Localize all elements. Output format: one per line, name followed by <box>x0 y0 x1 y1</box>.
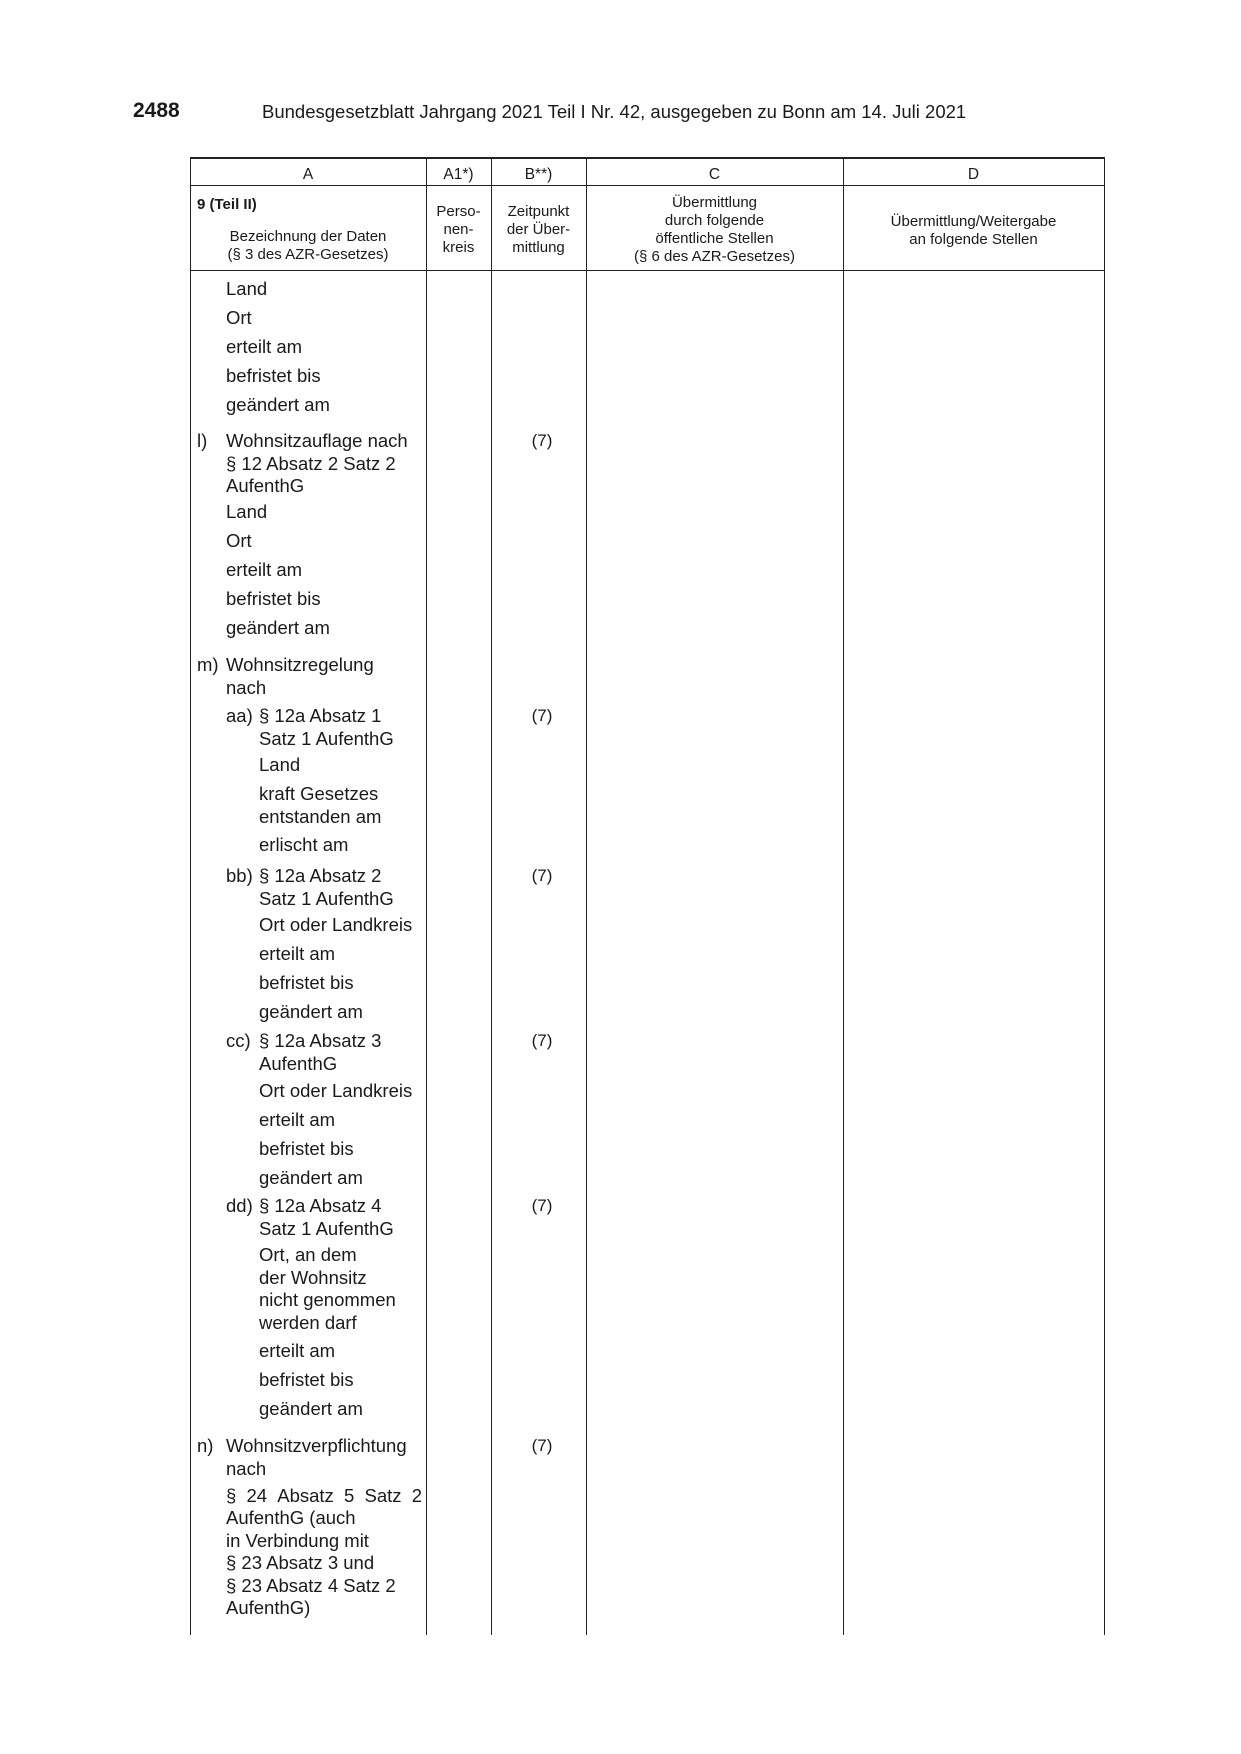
col-b-header-line: der Über- <box>506 221 571 238</box>
word: 5 <box>344 1485 355 1506</box>
list-item-line: entstanden am <box>259 805 382 827</box>
table-rule <box>491 157 492 1635</box>
subitem-title-line: Satz 1 AufenthG <box>259 1217 394 1239</box>
word: 2 <box>411 1485 422 1506</box>
item-marker: l) <box>197 430 208 451</box>
col-a1-header-line: nen- <box>443 221 474 238</box>
item-body-line: AufenthG (auch <box>226 1507 356 1528</box>
item-title-line: Wohnsitzregelung <box>226 654 374 675</box>
col-a-header-line: (§ 3 des AZR-Gesetzes) <box>227 246 389 263</box>
subitem-marker: dd) <box>226 1195 253 1216</box>
col-a-header-line: Bezeichnung der Daten <box>229 228 387 245</box>
col-b-header-line: Zeitpunkt <box>507 203 570 220</box>
subitem-title-line: Satz 1 AufenthG <box>259 727 394 749</box>
col-c-header-line: (§ 6 des AZR-Gesetzes) <box>634 248 795 265</box>
item-title-line: nach <box>226 1457 267 1479</box>
list-item: Land <box>226 278 268 299</box>
col-a1-header-line: kreis <box>442 239 475 256</box>
list-item: Ort <box>226 307 252 328</box>
table-rule <box>843 157 844 1635</box>
item-title <box>226 1435 407 1480</box>
col-c-header <box>586 194 843 266</box>
list-item: geändert am <box>226 617 330 638</box>
word: § <box>226 1485 237 1506</box>
col-a1-header-line: Perso- <box>436 203 481 220</box>
word: Absatz <box>277 1485 334 1506</box>
item-body-line: § 23 Absatz 3 und <box>226 1552 375 1573</box>
column-letter-b: B**) <box>524 166 553 183</box>
transmission-time: (7) <box>531 1196 553 1215</box>
list-item: befristet bis <box>226 588 321 609</box>
list-item: Ort oder Landkreis <box>259 1080 413 1101</box>
subitem-marker: aa) <box>226 705 253 726</box>
transmission-time: (7) <box>531 866 553 885</box>
list-item: geändert am <box>259 1167 363 1188</box>
list-item: erlischt am <box>259 834 349 855</box>
list-item: erteilt am <box>226 336 303 357</box>
list-item-line: kraft Gesetzes <box>259 783 379 804</box>
subitem-title-line: § 12a Absatz 2 <box>259 865 382 886</box>
item-marker: n) <box>197 1435 214 1456</box>
item-title <box>226 654 374 699</box>
col-d-header <box>843 213 1104 249</box>
list-item <box>259 783 381 828</box>
list-item: erteilt am <box>259 1340 336 1361</box>
item-title-line: § 12 Absatz 2 Satz 2 <box>226 452 396 474</box>
list-item: geändert am <box>226 394 330 415</box>
subitem-title-line: AufenthG <box>259 1052 338 1074</box>
item-body-line: in Verbindung mit <box>226 1529 369 1551</box>
item-title-line: AufenthG <box>226 475 305 496</box>
col-c-header-line: Übermittlung <box>671 194 758 211</box>
word: 24 <box>246 1485 268 1506</box>
item-body-line: § 23 Absatz 4 Satz 2 <box>226 1574 396 1596</box>
item-title-line: Wohnsitzverpflichtung <box>226 1435 407 1456</box>
subitem-title-line: § 12a Absatz 3 <box>259 1030 382 1051</box>
list-item: erteilt am <box>226 559 303 580</box>
col-b-header <box>491 203 586 257</box>
table-rule <box>426 157 427 1635</box>
col-d-header-line: Übermittlung/Weitergabe <box>890 213 1057 230</box>
list-item: erteilt am <box>259 943 336 964</box>
subitem-title-line: Satz 1 AufenthG <box>259 887 394 909</box>
column-letter-a1: A1*) <box>443 166 474 183</box>
list-item-line: der Wohnsitz <box>259 1266 367 1288</box>
list-item: geändert am <box>259 1398 363 1419</box>
table-rule <box>190 270 1105 271</box>
item-body-line: AufenthG) <box>226 1597 311 1618</box>
transmission-time: (7) <box>531 706 553 725</box>
list-item: befristet bis <box>259 972 354 993</box>
item-title <box>226 430 408 498</box>
list-item: befristet bis <box>259 1369 354 1390</box>
column-letter-c: C <box>708 166 721 183</box>
page-number: 2488 <box>133 99 180 122</box>
list-item: Land <box>259 754 301 775</box>
subitem-title-line: § 12a Absatz 4 <box>259 1195 382 1216</box>
column-letter-d: D <box>967 166 980 183</box>
subitem-title-line: § 12a Absatz 1 <box>259 705 382 726</box>
col-b-header-line: mittlung <box>512 239 565 256</box>
subitem-title <box>259 705 394 750</box>
col-c-header-line: öffentliche Stellen <box>655 230 774 247</box>
list-item <box>259 1244 396 1334</box>
col-d-header-line: an folgende Stellen <box>909 231 1038 248</box>
col-c-header-line: durch folgende <box>664 212 765 229</box>
list-item: Ort oder Landkreis <box>259 914 413 935</box>
table-rule <box>190 185 1105 186</box>
list-item-line: nicht genommen <box>259 1289 396 1310</box>
list-item: geändert am <box>259 1001 363 1022</box>
transmission-time: (7) <box>531 1031 553 1050</box>
transmission-time: (7) <box>531 431 553 450</box>
subitem-marker: bb) <box>226 865 253 886</box>
word: Satz <box>364 1485 402 1506</box>
table-rule <box>1104 157 1105 1635</box>
item-body-first-line <box>226 1485 422 1508</box>
subitem-marker: cc) <box>226 1030 251 1051</box>
list-item-line: werden darf <box>259 1311 357 1333</box>
running-title: Bundesgesetzblatt Jahrgang 2021 Teil I Nr. 42, ausgegeben zu Bonn am 14. Juli 2021 <box>262 101 967 122</box>
section-label: 9 (Teil II) <box>197 196 257 213</box>
list-item: Ort <box>226 530 252 551</box>
col-a1-header <box>426 203 491 257</box>
item-title-line: nach <box>226 676 267 698</box>
subitem-title <box>259 865 394 910</box>
table-rule <box>190 157 1105 159</box>
subitem-title <box>259 1030 381 1075</box>
list-item-line: Ort, an dem <box>259 1244 357 1265</box>
subitem-title <box>259 1195 394 1240</box>
col-a-header <box>190 228 426 264</box>
item-marker: m) <box>197 654 219 675</box>
item-title-line: Wohnsitzauflage nach <box>226 430 408 451</box>
table-rule <box>190 157 191 1635</box>
transmission-time: (7) <box>531 1436 553 1455</box>
column-letter-a: A <box>302 166 314 183</box>
list-item: befristet bis <box>226 365 321 386</box>
item-body <box>226 1507 396 1620</box>
list-item: Land <box>226 501 268 522</box>
table-rule <box>586 157 587 1635</box>
list-item: erteilt am <box>259 1109 336 1130</box>
list-item: befristet bis <box>259 1138 354 1159</box>
